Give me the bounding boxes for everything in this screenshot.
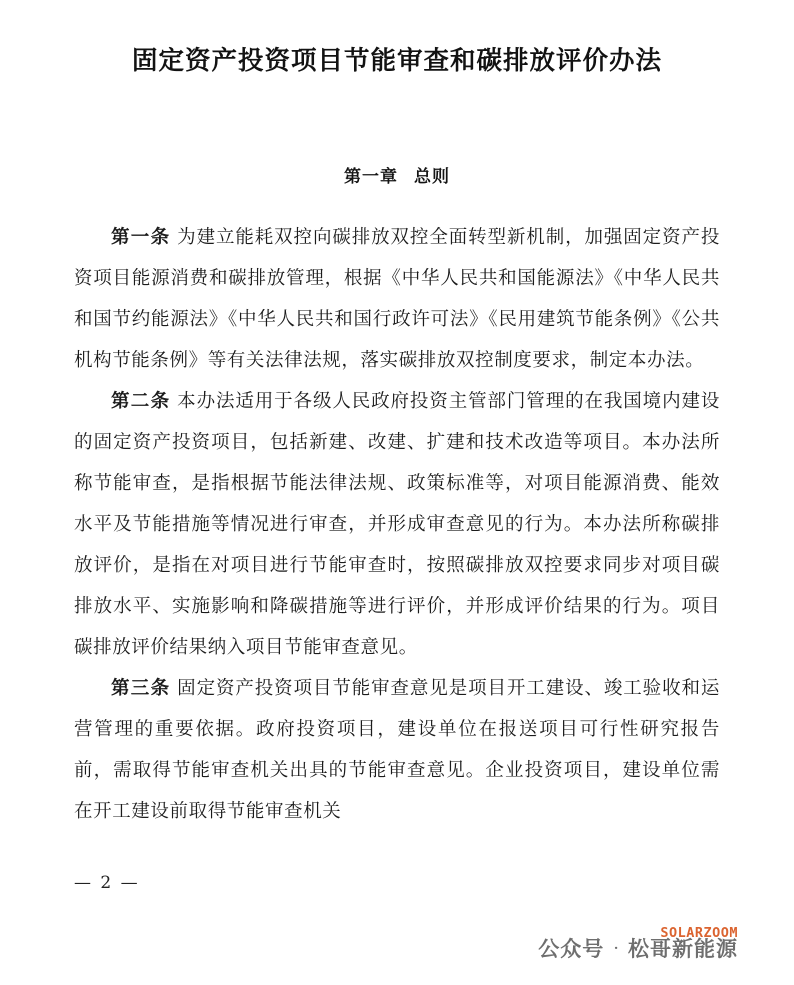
article-paragraph xyxy=(74,217,720,381)
page-title: 固定资产投资项目节能审查和碳排放评价办法 xyxy=(131,46,662,76)
chapter-heading xyxy=(74,162,720,187)
page-number: — 2 — xyxy=(74,873,140,893)
chapter-name: 总则 xyxy=(414,167,450,188)
watermark-label: 公众号 xyxy=(538,937,605,961)
article-label: 第一条 xyxy=(111,227,171,249)
article-paragraph xyxy=(74,668,720,832)
article-label: 第三条 xyxy=(111,678,171,700)
watermark xyxy=(538,933,738,963)
chapter-number: 第一章 xyxy=(344,167,398,188)
watermark-separator: · xyxy=(613,937,619,959)
article-paragraph xyxy=(74,381,720,668)
article-text: 本办法适用于各级人民政府投资主管部门管理的在我国境内建设的固定资产投资项目，包括新建、改建、扩建和技术改造等项目。本办法所称节能审查，是指根据节能法律法规、政策标准等，对项目能源消费、能效水平及节能措施等情况进行审查，并形成审查意见的行为。本办法所称碳排放评价，是指在对项目进行节能审查时，按照碳排放双控要求同步对项目碳排放水平、实施影响和降碳措施等进行评价，并形成评价结果的行为。项目碳排放评价结果纳入项目节能审查意见。 xyxy=(74,391,720,659)
article-text: 为建立能耗双控向碳排放双控全面转型新机制，加强固定资产投资项目能源消费和碳排放管理，根据《中华人民共和国能源法》《中华人民共和国节约能源法》《中华人民共和国行政许可法》《民用建筑节能条例》《公共机构节能条例》等有关法律法规，落实碳排放双控制度要求，制定本办法。 xyxy=(74,227,720,372)
article-label: 第二条 xyxy=(111,391,171,413)
document-body xyxy=(74,217,720,832)
article-text: 固定资产投资项目节能审查意见是项目开工建设、竣工验收和运营管理的重要依据。政府投资项目，建设单位在报送项目可行性研究报告前，需取得节能审查机关出具的节能审查意见。企业投资项目，建设单位需在开工建设前取得节能审查机关 xyxy=(74,678,720,823)
watermark-brand: SOLARZOOM xyxy=(660,925,738,941)
watermark-account: 松哥新能源 xyxy=(628,937,738,961)
